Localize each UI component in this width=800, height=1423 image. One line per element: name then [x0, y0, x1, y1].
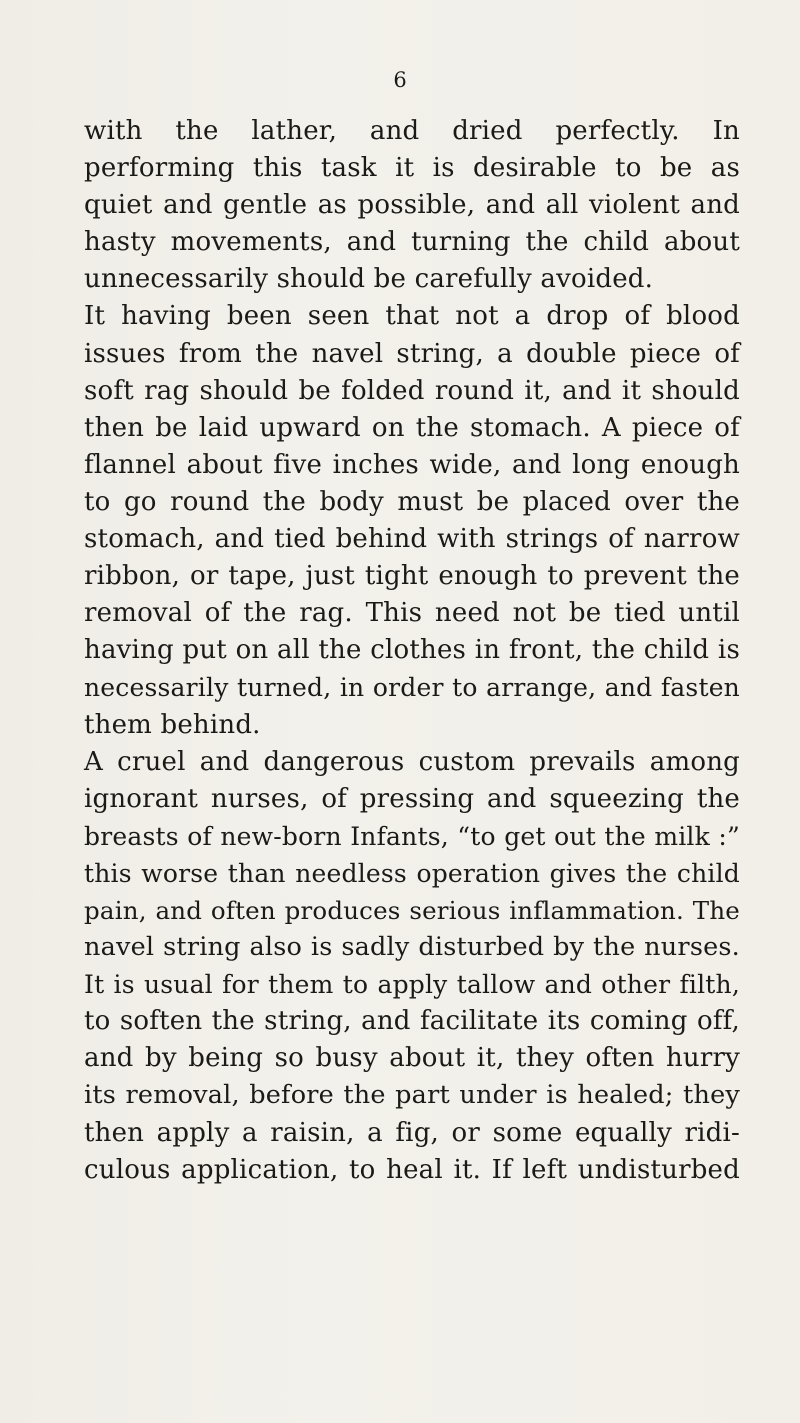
text-line: pain, and often produces serious inflammation. The — [84, 895, 740, 925]
text-line: having put on all the clothes in front, the child is — [84, 635, 740, 666]
text-line: then be laid upward on the stomach. A piece of — [84, 412, 740, 443]
text-line: to soften the string, and facilitate its coming off, — [84, 1006, 740, 1037]
text-line: with the lather, and dried perfectly. In — [84, 116, 740, 146]
text-line: ignorant nurses, of pressing and squeezing the — [84, 783, 740, 814]
text-line: hasty movements, and turning the child about — [84, 227, 740, 258]
text-line: to go round the body must be placed over the — [84, 486, 740, 517]
text-line: performing this task it is desirable to be as — [84, 153, 740, 184]
text-line: quiet and gentle as possible, and all violent and — [84, 190, 740, 221]
text-line: ribbon, or tape, just tight enough to prevent the — [84, 561, 740, 592]
text-line: its removal, before the part under is healed; they — [84, 1080, 740, 1111]
page-number: 6 — [393, 68, 407, 92]
text-line: culous application, to heal it. If left undisturbed — [84, 1154, 740, 1185]
text-line: It having been seen that not a drop of blood — [84, 301, 740, 332]
text-line: this worse than needless operation gives the child — [84, 858, 740, 888]
text-line: issues from the navel string, a double piece of — [84, 338, 740, 369]
text-line: soft rag should be folded round it, and it should — [84, 375, 740, 406]
text-line: breasts of new-born Infants, “to get out the milk :” — [84, 821, 740, 851]
page-body-text — [84, 113, 740, 1189]
text-line: unnecessarily should be carefully avoided. — [84, 264, 654, 295]
text-line: them behind. — [84, 709, 261, 740]
text-line: removal of the rag. This need not be tied until — [84, 598, 740, 629]
text-line: It is usual for them to apply tallow and other filth, — [84, 970, 740, 1000]
text-line: then apply a raisin, a fig, or some equally ridi- — [84, 1117, 740, 1148]
text-line: stomach, and tied behind with strings of narrow — [84, 524, 740, 555]
text-line: A cruel and dangerous custom prevails among — [84, 746, 740, 777]
text-line: and by being so busy about it, they often hurry — [84, 1043, 740, 1074]
text-line: necessarily turned, in order to arrange, and fasten — [84, 673, 740, 703]
text-line: navel string also is sadly disturbed by the nurses. — [84, 932, 740, 963]
text-line: flannel about five inches wide, and long enough — [84, 449, 740, 480]
